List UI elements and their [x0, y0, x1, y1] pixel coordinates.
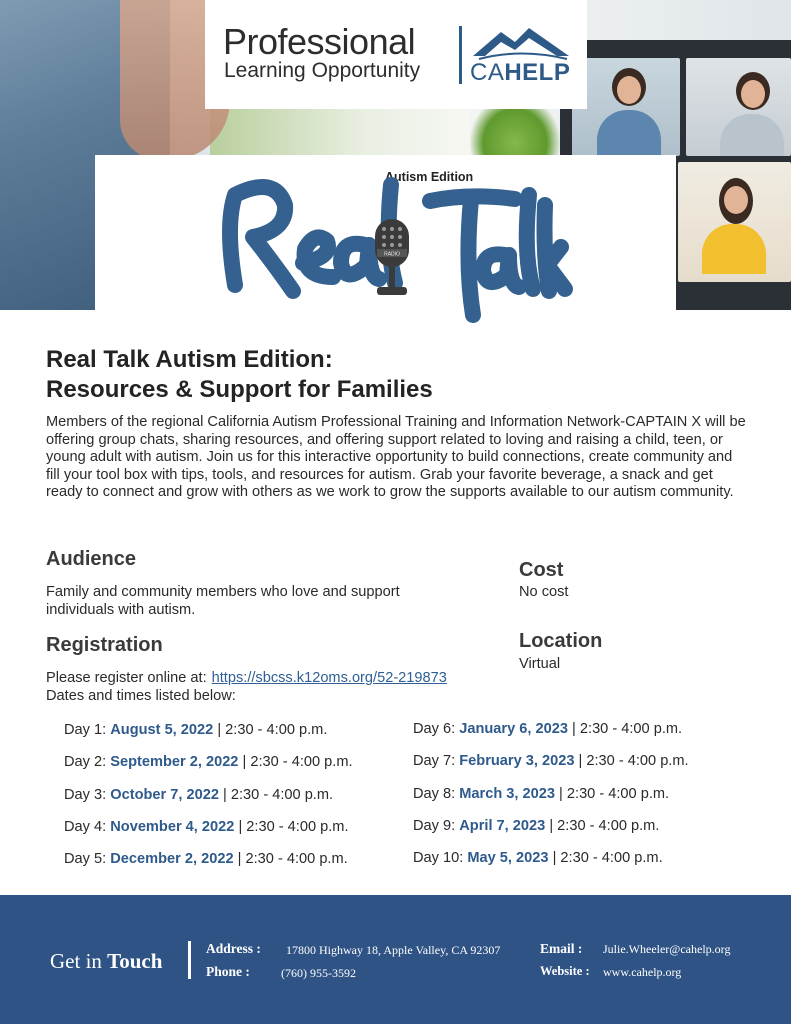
- cahelp-wordmark: CAHELP: [470, 59, 571, 86]
- session-day-9: Day 9: April 7, 2023 | 2:30 - 4:00 p.m.: [413, 818, 660, 834]
- audience-text: Family and community members who love and support individuals with autism.: [46, 584, 400, 618]
- real-talk-panel: [95, 155, 676, 310]
- location-text: Virtual: [519, 656, 561, 672]
- address-value: 17800 Highway 18, Apple Valley, CA 92307: [286, 943, 501, 957]
- phone-value: (760) 955-3592: [281, 966, 356, 980]
- get-in-touch: Get in Touch: [50, 949, 163, 973]
- session-day-7: Day 7: February 3, 2023 | 2:30 - 4:00 p.m.: [413, 753, 689, 769]
- session-day-6: Day 6: January 6, 2023 | 2:30 - 4:00 p.m.: [413, 721, 683, 737]
- video-tile-1: [572, 58, 680, 156]
- website-value[interactable]: www.cahelp.org: [603, 965, 682, 979]
- email-label: Email :: [540, 941, 583, 956]
- phone-label: Phone :: [206, 964, 250, 979]
- registration-heading: Registration: [46, 634, 163, 656]
- audience-heading: Audience: [46, 548, 137, 570]
- cost-text: No cost: [519, 584, 569, 600]
- location-heading: Location: [519, 630, 603, 652]
- mountain-logo-icon: [471, 22, 571, 62]
- session-day-4: Day 4: November 4, 2022 | 2:30 - 4:00 p.m.: [64, 819, 349, 835]
- session-day-3: Day 3: October 7, 2022 | 2:30 - 4:00 p.m.: [64, 787, 334, 803]
- website-label: Website :: [540, 964, 590, 978]
- session-day-10: Day 10: May 5, 2023 | 2:30 - 4:00 p.m.: [413, 850, 663, 866]
- svg-text:RADIO: RADIO: [384, 251, 400, 258]
- cost-heading: Cost: [519, 559, 564, 581]
- edition-label: Autism Edition: [385, 170, 474, 184]
- event-description: Members of the regional California Autism Professional Training and Information Network-CAPTAIN X will be offering group chats, sharing resources, and offering support related to loving and raising a child, teen, or young adult with autism. Join us for this interactive opportunity to build connections, create community and fill your tool box with tips, tools, and resources for autism. Grab your favorite beverage, a snack and get ready to connect and grow with others as we work to grow the supports available to our autism community.: [46, 414, 746, 501]
- logo-divider: [459, 26, 462, 84]
- microphone-icon: [371, 219, 413, 299]
- session-day-5: Day 5: December 2, 2022 | 2:30 - 4:00 p.m.: [64, 851, 348, 867]
- session-day-2: Day 2: September 2, 2022 | 2:30 - 4:00 p.m.: [64, 754, 353, 770]
- event-title: Real Talk Autism Edition: Resources & Support for Families: [46, 346, 433, 403]
- session-day-1: Day 1: August 5, 2022 | 2:30 - 4:00 p.m.: [64, 722, 328, 738]
- footer: [0, 895, 791, 1024]
- registration-text: [46, 670, 506, 705]
- video-tile-2: [686, 58, 791, 156]
- video-tile-3: [678, 162, 791, 282]
- footer-divider: [188, 941, 191, 979]
- registration-link[interactable]: https://sbcss.k12oms.org/52-219873: [211, 670, 447, 686]
- address-label: Address :: [206, 941, 261, 956]
- logo-title: Professional: [223, 21, 416, 62]
- registration-prompt: Please register online at:: [46, 670, 207, 686]
- email-value[interactable]: Julie.Wheeler@cahelp.org: [603, 942, 731, 956]
- dates-note: Dates and times listed below:: [46, 687, 236, 704]
- logo-subtitle: Learning Opportunity: [224, 59, 421, 82]
- logo-header: [205, 0, 587, 109]
- session-day-8: Day 8: March 3, 2023 | 2:30 - 4:00 p.m.: [413, 786, 670, 802]
